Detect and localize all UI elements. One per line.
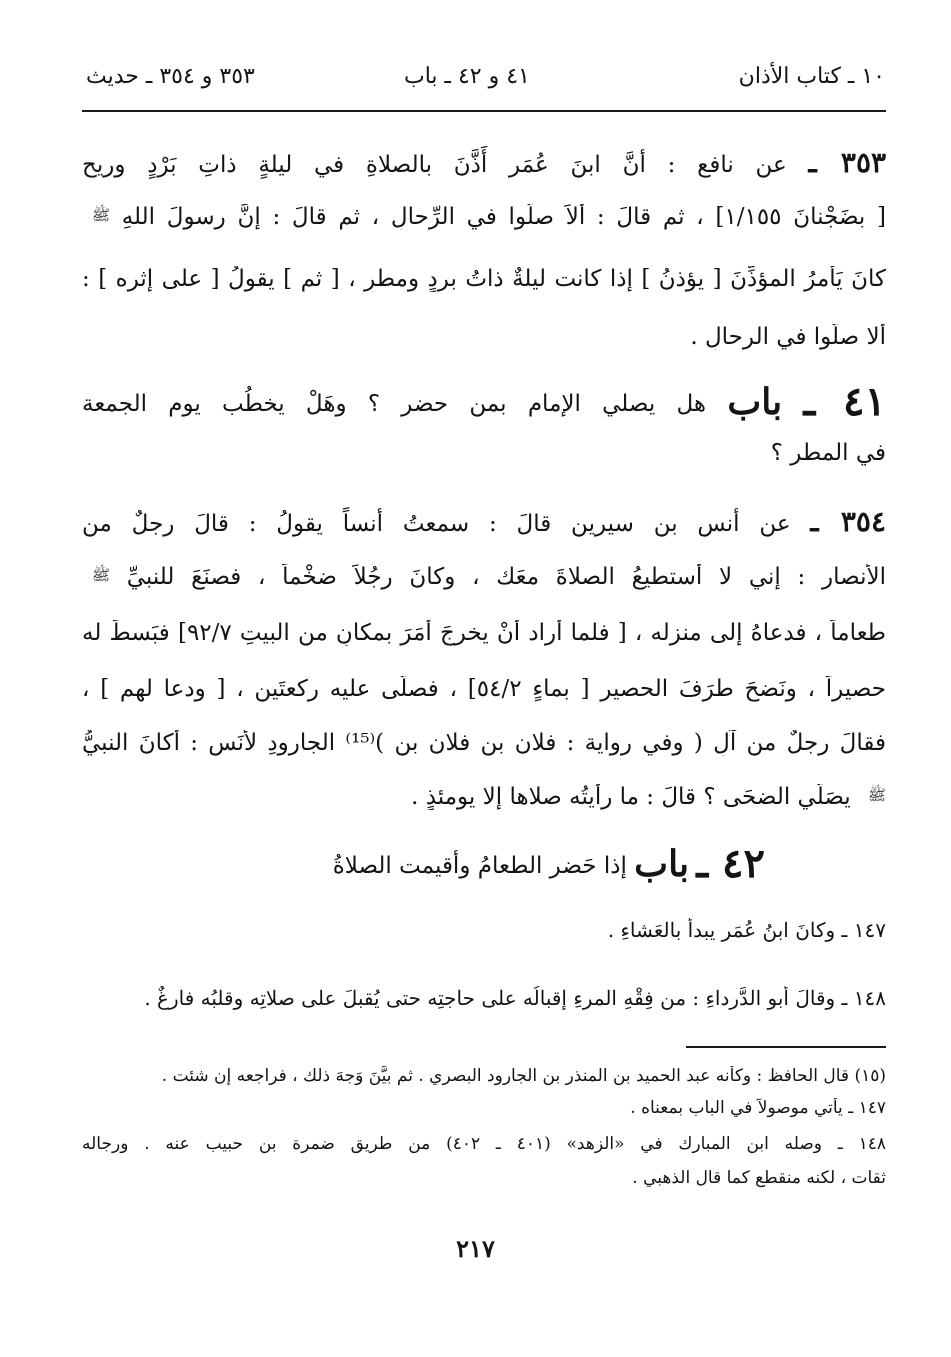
footnote-148-line-1: ١٤٨ ـ وصله ابن المبارك في «الزهد» (٤٠١ ـ ٤٠٢) من طريق ضمرة بن حبيب عنه . ورجاله bbox=[82, 1134, 886, 1154]
hadith-354-line-5: فقالَ رجلٌ من آلِ ( وفي رواية : فلان بن فلان بن )⁽¹⁵⁾ الجارودِ لأنَسٍ : أكانَ النبيُّ bbox=[82, 730, 886, 756]
hadith-354-text-6: يصَلّي الضحَى ؟ قالَ : ما رأيتُه صلاها إلا يومئذٍ . bbox=[411, 784, 851, 810]
hadith-353-line-2 bbox=[82, 204, 886, 230]
hadith-354-line-3: طعاماً ، فدعاهُ إلى منزله ، [ فلما أراد أنْ يخرجَ أمَرَ بمكانٍ من البيتِ ٩٢/٧] فبَسطَ له bbox=[82, 620, 886, 646]
hadith-354-text-1: عن أنسِ بن سيرين قالَ : سمعتُ أنساً يقولُ : قالَ رجلٌ من bbox=[82, 511, 791, 537]
athar-147: ١٤٧ ـ وكانَ ابنُ عُمَر يبدأُ بالعَشاءِ . bbox=[607, 918, 886, 942]
salla-icon: ﷺ bbox=[91, 206, 110, 224]
header-chapter: ١٠ ـ كتاب الأذان bbox=[738, 64, 885, 89]
hadith-353-line-3: كانَ يَأمرُ المؤذِّنَ [ يؤذنُ ] إذا كانت ليلةٌ ذاتُ بردٍ ومطرٍ ، [ ثم ] يقولُ [ على إثرِه ] : bbox=[82, 266, 886, 292]
page-number: ٢١٧ bbox=[456, 1234, 495, 1263]
bab-42-heading bbox=[333, 840, 765, 887]
hadith-354-number: ٣٥٤ ـ bbox=[810, 505, 886, 538]
hadith-353-number: ٣٥٣ ـ bbox=[808, 146, 886, 179]
bab-42-number: ٤٢ ـ bbox=[696, 840, 765, 887]
hadith-353-text-2: [ بضَجْنانَ ١/١٥٥] ، ثم قالَ : ألاَ صلُّوا في الرِّحالِ ، ثم قالَ : إنَّ رسولَ اللهِ bbox=[121, 204, 886, 230]
header-bab: ٤١ و ٤٢ ـ باب bbox=[404, 64, 530, 89]
hadith-354-line-6 bbox=[82, 784, 886, 810]
bab-41-word: باب bbox=[727, 381, 783, 423]
bab-41-title-2: في المطر ؟ bbox=[770, 440, 886, 466]
bab-42-title: إذا حَضر الطعامُ وأقيمت الصلاةُ bbox=[332, 853, 627, 879]
hadith-354-line-4: حصيراً ، ونَضحَ طرَفَ الحصيرِ [ بماءٍ ٥٤/٢] ، فصلَّى عليه ركعتَين ، [ ودعا لهم ] ، bbox=[82, 676, 886, 702]
footnote-148-line-2: ثقات ، لكنه منقطع كما قال الذهبي . bbox=[632, 1168, 886, 1188]
bab-42-word: باب bbox=[634, 843, 690, 885]
footnote-15: (١٥) قال الحافظ : وكأنه عبد الحميد بن المنذر بن الجارود البصري . ثم بيَّنَ وَجهَ ذلك ، فراجعه إن شئت . bbox=[161, 1066, 886, 1086]
hadith-353-text-1: عن نافع : أنَّ ابنَ عُمَر أَذَّنَ بالصلاةِ في ليلةٍ ذاتِ بَرْدٍ وريحٍ bbox=[82, 152, 787, 178]
salla-icon: ﷺ bbox=[867, 786, 886, 804]
salla-icon: ﷺ bbox=[91, 566, 110, 584]
footnote-rule bbox=[686, 1046, 886, 1048]
hadith-353-line-1 bbox=[82, 146, 886, 179]
hadith-354-line-1 bbox=[82, 505, 886, 538]
header-hadith-range: ٣٥٣ و ٣٥٤ ـ حديث bbox=[86, 64, 255, 89]
bab-41-number: ٤١ ـ bbox=[803, 378, 886, 425]
bab-41-heading bbox=[82, 378, 886, 425]
bab-41-title-1: هل يصلي الإمام بمن حضر ؟ وهَلْ يخطُب يوم الجمعة bbox=[82, 391, 707, 417]
footnote-147: ١٤٧ ـ يأتي موصولاً في الباب بمعناه . bbox=[630, 1098, 886, 1118]
hadith-354-line-2 bbox=[82, 564, 886, 590]
hadith-354-text-2: الأنصار : إني لا أستطيعُ الصلاةَ معَك ، وكانَ رجُلاً ضخْماً ، فصنَعَ للنبيِّ bbox=[126, 564, 886, 590]
hadith-353-line-4: ألا صلُّوا في الرحالِ . bbox=[690, 324, 886, 350]
athar-148: ١٤٨ ـ وقالَ أبو الدَّرداءِ : من فِقْهِ المرءِ إقبالُه على حاجتِه حتى يُقبلَ على صلاتِه وقلبُه فارغٌ . bbox=[144, 986, 886, 1010]
header-rule bbox=[82, 110, 886, 112]
